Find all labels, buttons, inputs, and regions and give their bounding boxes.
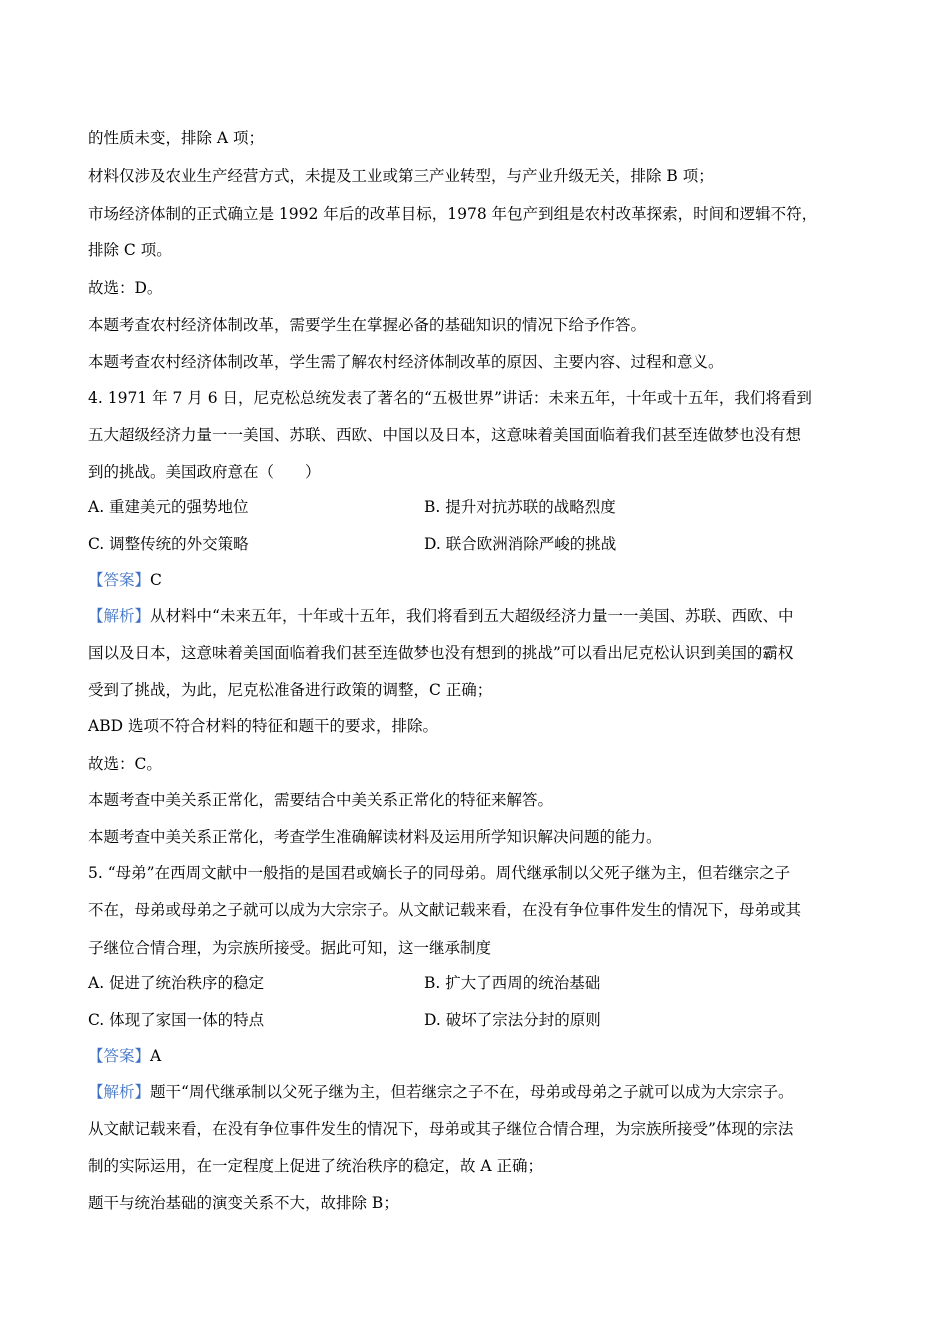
- analysis-text: 从材料中“未来五年，十年或十五年，我们将看到五大超级经济力量一一美国、苏联、西欧、中: [150, 607, 794, 625]
- q4-comment-line: 本题考查中美关系正常化，考查学生准确解读材料及运用所学知识解决问题的能力。: [88, 828, 662, 846]
- analysis-text: 题干“周代继承制以父死子继为主，但若继宗之子不在，母弟或母弟之子就可以成为大宗宗子。: [150, 1083, 794, 1101]
- q5-stem-line: 子继位合情合理，为宗族所接受。据此可知，这一继承制度: [88, 939, 492, 957]
- q3-analysis-line: 市场经济体制的正式确立是 1992 年后的改革目标，1978 年包产到组是农村改革探索，时间和逻辑不符，: [88, 205, 818, 223]
- q3-analysis-line: 排除 C 项。: [88, 241, 172, 259]
- q4-option-c: C. 调整传统的外交策略: [88, 535, 249, 553]
- q3-comment-line: 本题考查农村经济体制改革，需要学生在掌握必备的基础知识的情况下给予作答。: [88, 316, 647, 334]
- q4-stem-line: 4. 1971 年 7 月 6 日，尼克松总统发表了著名的“五极世界”讲话：未来五年，十年或十五年，我们将看到: [88, 389, 812, 407]
- q4-option-d: D. 联合欧洲消除严峻的挑战: [424, 535, 617, 553]
- analysis-tag: 【解析】: [88, 1083, 151, 1101]
- q4-analysis-line: [88, 606, 863, 626]
- answer-value: A: [150, 1047, 162, 1065]
- answer-tag: 【答案】: [88, 571, 151, 589]
- q4-analysis-line: 国以及日本，这意味着美国面临着我们甚至连做梦也没有想到的挑战”可以看出尼克松认识到美国的霸权: [88, 644, 794, 662]
- q3-choice-line: 故选：D。: [88, 279, 163, 297]
- q5-analysis-line: 题干与统治基础的演变关系不大，故排除 B；: [88, 1194, 399, 1212]
- answer-value: C: [150, 571, 162, 589]
- answer-tag: 【答案】: [88, 1047, 151, 1065]
- q3-comment-line: 本题考查农村经济体制改革，学生需了解农村经济体制改革的原因、主要内容、过程和意义。: [88, 353, 724, 371]
- q5-option-a: A. 促进了统治秩序的稳定: [88, 974, 265, 992]
- q5-option-c: C. 体现了家国一体的特点: [88, 1011, 265, 1029]
- q5-option-b: B. 扩大了西周的统治基础: [424, 974, 601, 992]
- q5-analysis-line: [88, 1082, 863, 1102]
- q5-analysis-line: 从文献记载来看，在没有争位事件发生的情况下，母弟或其子继位合情合理，为宗族所接受”体现的宗法: [88, 1120, 794, 1138]
- analysis-tag: 【解析】: [88, 607, 151, 625]
- q3-analysis-line: 的性质未变，排除 A 项；: [88, 129, 265, 147]
- q4-option-a: A. 重建美元的强势地位: [88, 498, 249, 516]
- q4-analysis-line: 受到了挑战，为此，尼克松准备进行政策的调整，C 正确；: [88, 681, 493, 699]
- q4-stem-line: 五大超级经济力量一一美国、苏联、西欧、中国以及日本，这意味着美国面临着我们甚至连做梦也没有想: [88, 426, 802, 444]
- q4-choice-line: 故选：C。: [88, 755, 162, 773]
- q5-analysis-line: 制的实际运用，在一定程度上促进了统治秩序的稳定，故 A 正确；: [88, 1157, 544, 1175]
- q4-answer: [88, 570, 863, 590]
- q3-analysis-line: 材料仅涉及农业生产经营方式，未提及工业或第三产业转型，与产业升级无关，排除 B 项；: [88, 167, 714, 185]
- q4-comment-line: 本题考查中美关系正常化，需要结合中美关系正常化的特征来解答。: [88, 791, 554, 809]
- q4-stem-line: 到的挑战。美国政府意在（ ）: [88, 463, 321, 481]
- q5-answer: [88, 1046, 863, 1066]
- q5-stem-line: 不在，母弟或母弟之子就可以成为大宗宗子。从文献记载来看，在没有争位事件发生的情况下，母弟或其: [88, 901, 802, 919]
- q4-option-b: B. 提升对抗苏联的战略烈度: [424, 498, 616, 516]
- q4-analysis-line: ABD 选项不符合材料的特征和题干的要求，排除。: [88, 717, 438, 735]
- q5-option-d: D. 破坏了宗法分封的原则: [424, 1011, 601, 1029]
- q5-stem-line: 5. “母弟”在西周文献中一般指的是国君或嫡长子的同母弟。周代继承制以父死子继为主，但若继宗之子: [88, 864, 791, 882]
